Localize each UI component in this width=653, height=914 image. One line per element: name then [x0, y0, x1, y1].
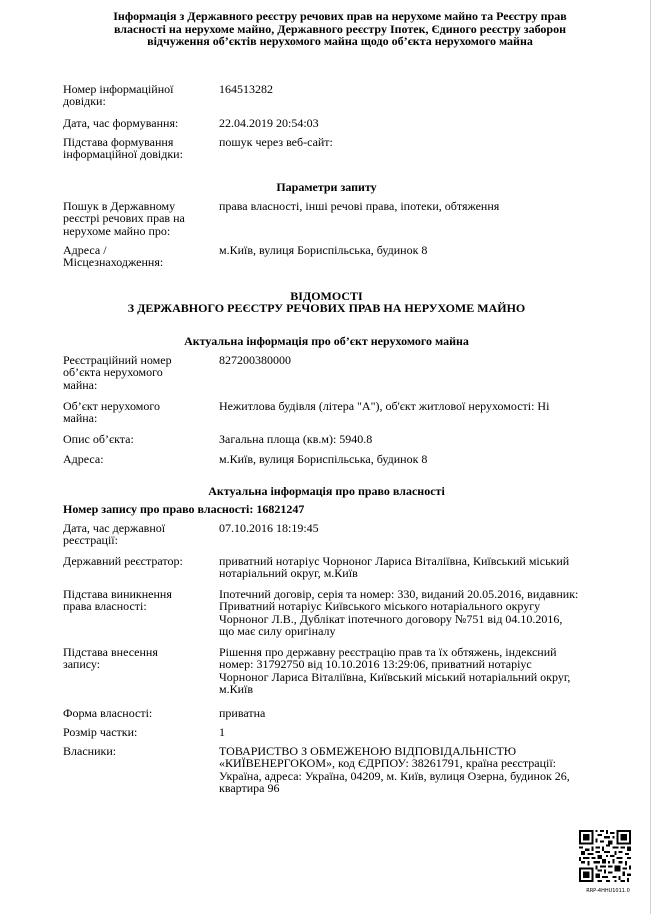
object-description-value: Загальна площа (кв.м): 5940.8: [219, 432, 373, 446]
info-number-label: Номер інформаційної довідки:: [63, 82, 174, 109]
register-title: ВІДОМОСТІ З ДЕРЖАВНОГО РЕЄСТРУ РЕЧОВИХ ПРАВ НА НЕРУХОМЕ МАЙНО: [127, 289, 526, 316]
ownership-origin-value: Іпотечний договір, серія та номер: 330, виданий 20.05.2016, видавник: Приватний нотаріус Київського міського нотаріального округу Чорноног Л.В., Дублікат іпотечного договору №751 від 04.10.2016, що має силу оригіналу: [219, 587, 579, 638]
object-description-label: Опис об’єкта:: [63, 432, 134, 446]
object-type-label: Об’єкт нерухомого майна:: [63, 399, 160, 426]
registration-date-value: 07.10.2016 18:19:45: [219, 521, 319, 535]
header-line-3: відчуження об’єктів нерухомого майна щодо об’єкта нерухомого майна: [147, 34, 533, 48]
owners-value: ТОВАРИСТВО З ОБМЕЖЕНОЮ ВІДПОВІДАЛЬНІСТЮ «КИЇВЕНЕРГОКОМ», код ЄДРПОУ: 38261791, країна реєстрації: Україна, адреса: Україна, 04209, м. Київ, вулиця Озерна, будинок 26, квартира 96: [219, 744, 570, 795]
formation-date-value: 22.04.2019 20:54:03: [219, 116, 319, 130]
ownership-origin-label: Підстава виникнення права власності:: [63, 587, 172, 614]
header-line-1: Інформація з Державного реєстру речових прав на нерухоме майно та Реєстру прав: [113, 9, 567, 23]
entry-basis-value: Рішення про державну реєстрацію прав та їх обтяжень, індексний номер: 31792750 від 10.10.2016 13:29:06, приватний нотаріус Чорноног Лариса Віталіївна, Київський міський нотаріальний округ, м.Київ: [219, 645, 571, 696]
ownership-form-value: приватна: [219, 706, 266, 720]
search-scope-label: Пошук в Державному реєстрі речових прав на нерухоме майно про:: [63, 199, 185, 238]
ownership-section-title: Актуальна інформація про право власності: [208, 484, 445, 498]
formation-basis-label: Підстава формування інформаційної довідки:: [63, 135, 183, 162]
page-edge: [650, 0, 651, 914]
share-size-value: 1: [219, 725, 225, 739]
object-address-value: м.Київ, вулиця Бориспільська, будинок 8: [219, 452, 428, 466]
query-section-title: Параметри запиту: [276, 180, 377, 194]
qr-code: [579, 830, 631, 882]
ownership-form-label: Форма власності:: [63, 706, 153, 720]
object-reg-number-label: Реєстраційний номер об’єкта нерухомого майна:: [63, 353, 172, 392]
entry-basis-label: Підстава внесення запису:: [63, 645, 158, 672]
registrar-label: Державний реєстратор:: [63, 554, 183, 568]
owners-label: Власники:: [63, 744, 117, 758]
object-type-value: Нежитлова будівля (літера "А"), об'єкт житлової нерухомості: Ні: [219, 399, 550, 413]
header-line-2: власності на нерухоме майно, Державного реєстру Іпотек, Єдиного реєстру заборон: [113, 21, 567, 36]
ownership-record-number: Номер запису про право власності: 16821247: [63, 502, 305, 516]
qr-code-caption: RRP-4HHU1011.0: [586, 888, 630, 894]
object-section-title: Актуальна інформація про об’єкт нерухомого майна: [184, 334, 469, 348]
info-number-value: 164513282: [219, 82, 273, 96]
query-address-value: м.Київ, вулиця Бориспільська, будинок 8: [219, 243, 428, 257]
query-address-label: Адреса / Місцезнаходження:: [63, 243, 164, 270]
object-reg-number-value: 827200380000: [219, 353, 291, 367]
registrar-value: приватний нотаріус Чорноног Лариса Віталіївна, Київський міський нотаріальний округ, м.Київ: [219, 554, 570, 581]
search-scope-value: права власності, інші речові права, іпотеки, обтяження: [219, 199, 500, 213]
formation-date-label: Дата, час формування:: [63, 116, 179, 130]
formation-basis-value: пошук через веб-сайт:: [219, 135, 333, 149]
object-address-label: Адреса:: [63, 452, 104, 466]
document-header: [70, 10, 610, 48]
share-size-label: Розмір частки:: [63, 725, 138, 739]
registration-date-label: Дата, час державної реєстрації:: [63, 521, 166, 548]
